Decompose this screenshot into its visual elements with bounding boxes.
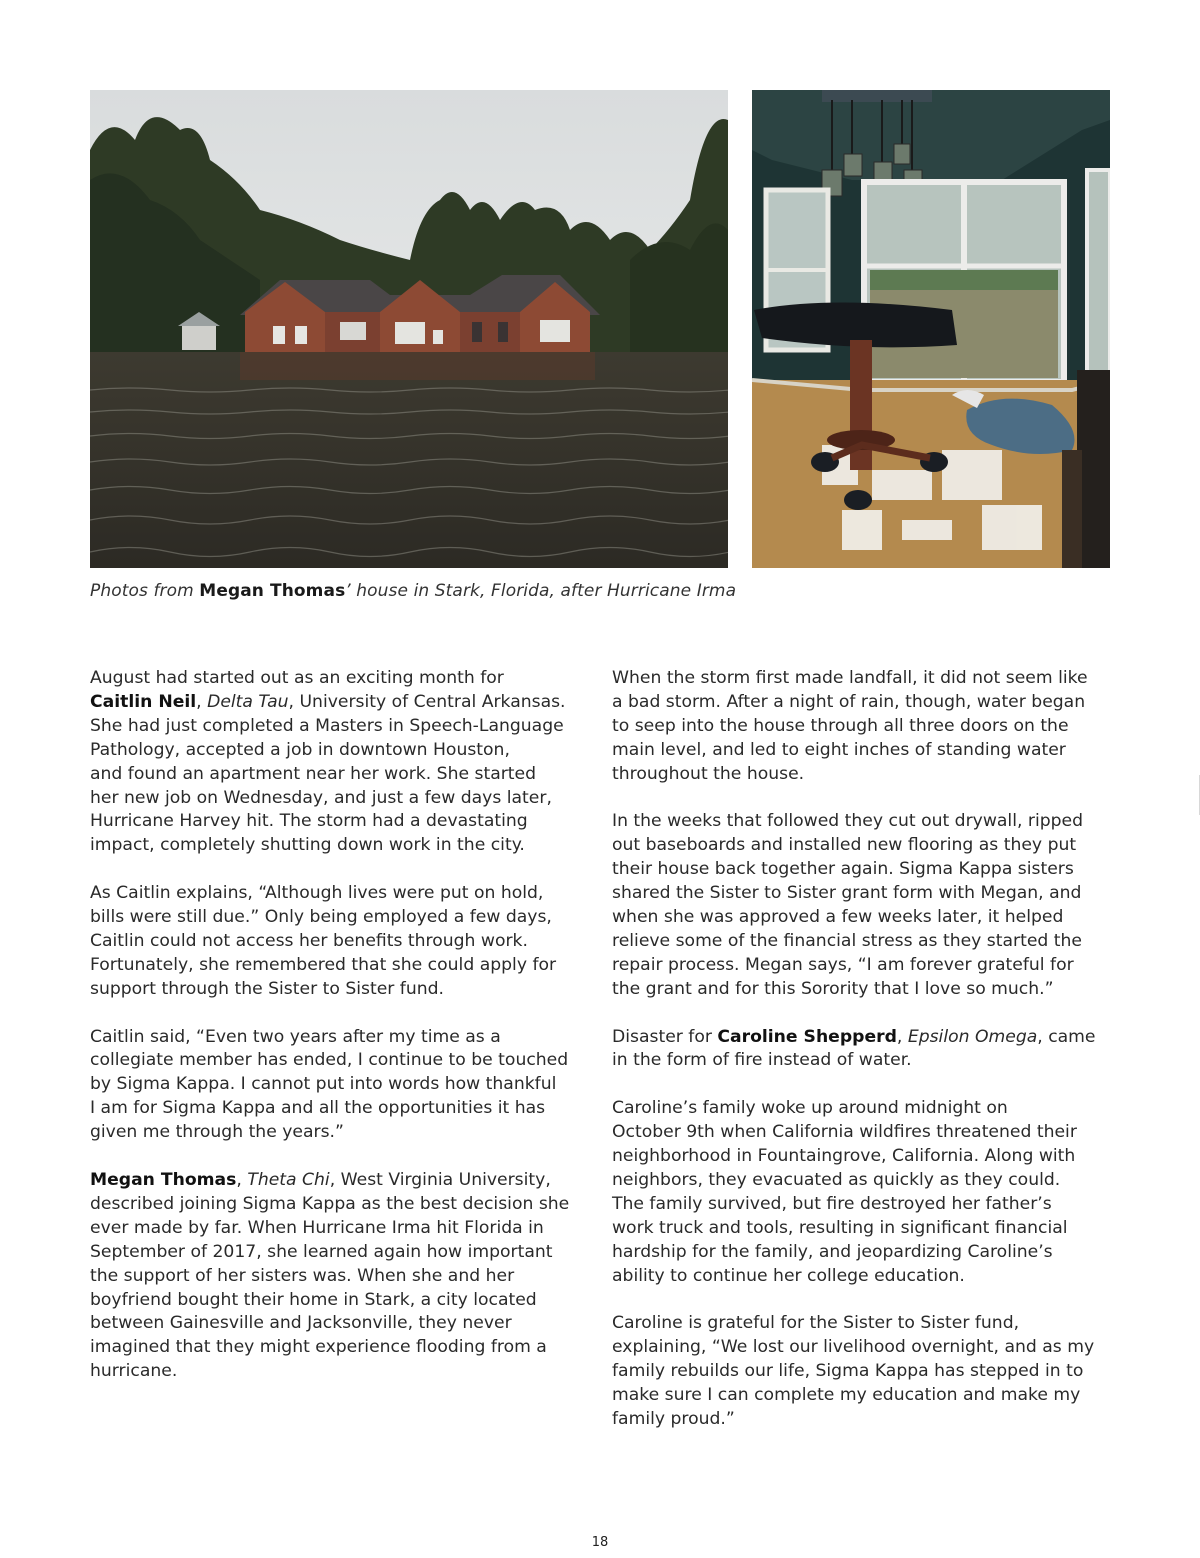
text-line: repair process. Megan says, “I am forever grateful for — [612, 954, 1074, 975]
text-line: When the storm first made landfall, it did not seem like — [612, 668, 1088, 688]
text-line: Caroline’s family woke up around midnight on — [612, 1098, 1008, 1119]
flooded-room-illustration — [752, 90, 1110, 568]
caption-name: Megan Thomas — [199, 581, 346, 601]
paragraph-storm-landfall — [612, 667, 1117, 787]
text-fragment: Disaster for — [612, 1026, 718, 1047]
text-line: Pathology, accepted a job in downtown Houston, — [90, 739, 510, 760]
text-line: imagined that they might experience flooding from a — [90, 1337, 547, 1358]
text-line: in the form of fire instead of water. — [612, 1050, 912, 1071]
text-line — [612, 1026, 1117, 1050]
text-line: The family survived, but fire destroyed her father’s — [612, 1193, 1052, 1214]
text-line: September of 2017, she learned again how important — [90, 1241, 553, 1262]
text-line: Caitlin said, “Even two years after my time as a — [90, 1026, 501, 1047]
text-line: given me through the years.” — [90, 1122, 344, 1143]
text-line: the support of her sisters was. When she and her — [90, 1265, 515, 1286]
member-name: Megan Thomas — [90, 1169, 237, 1190]
paragraph-caitlin-quote — [90, 1026, 590, 1146]
flooded-house-illustration — [90, 90, 728, 568]
text-line: Caroline is grateful for the Sister to Sister fund, — [612, 1313, 1020, 1334]
text-line: work truck and tools, resulting in significant financial — [612, 1217, 1068, 1238]
text-line: throughout the house. — [612, 763, 805, 784]
flooded-house-photo — [90, 90, 728, 568]
text-line: August had started out as an exciting month for — [90, 668, 504, 688]
paragraph-caroline-quote — [612, 1312, 1117, 1432]
right-column — [612, 667, 1117, 1456]
text-line: hurricane. — [90, 1361, 178, 1382]
flooded-room-photo — [752, 90, 1110, 568]
text-line: Caitlin could not access her benefits through work. — [90, 930, 528, 951]
photo-caption — [90, 581, 1110, 601]
text-line: explaining, “We lost our livelihood overnight, and as my — [612, 1337, 1095, 1358]
text-line: between Gainesville and Jacksonville, they never — [90, 1313, 512, 1334]
text-fragment: , University of Central Arkansas. — [288, 691, 566, 712]
chapter-name: Epsilon Omega — [907, 1026, 1038, 1047]
paragraph-repairs — [612, 810, 1117, 1001]
text-line: In the weeks that followed they cut out drywall, ripped — [612, 811, 1084, 832]
member-name: Caitlin Neil — [90, 691, 197, 712]
text-line: impact, completely shutting down work in the city. — [90, 835, 525, 856]
separator: , — [236, 1169, 248, 1190]
text-line: main level, and led to eight inches of standing water — [612, 739, 1066, 760]
text-line: ever made by far. When Hurricane Irma hit Florida in — [90, 1217, 544, 1238]
text-line: by Sigma Kappa. I cannot put into words how thankful — [90, 1074, 557, 1095]
text-line: neighbors, they evacuated as quickly as they could. — [612, 1169, 1061, 1190]
text-line: and found an apartment near her work. She started — [90, 763, 537, 784]
separator: , — [196, 691, 208, 712]
caption-prefix: Photos from — [90, 581, 200, 601]
chapter-name: Theta Chi — [247, 1169, 330, 1190]
text-line: ability to continue her college education. — [612, 1265, 965, 1286]
text-line: bills were still due.” Only being employed a few days, — [90, 907, 552, 928]
paragraph-caitlin-explains — [90, 882, 590, 1002]
separator: , — [896, 1026, 908, 1047]
text-line — [90, 691, 590, 715]
text-line: their house back together again. Sigma Kappa sisters — [612, 859, 1074, 880]
text-line: family proud.” — [612, 1409, 735, 1430]
text-line: a bad storm. After a night of rain, though, water began — [612, 691, 1086, 712]
text-line: As Caitlin explains, “Although lives were put on hold, — [90, 883, 544, 904]
text-line: I am for Sigma Kappa and all the opportunities it has — [90, 1098, 546, 1119]
text-fragment: , came — [1037, 1026, 1096, 1047]
paragraph-caroline-intro — [612, 1026, 1117, 1074]
text-line: described joining Sigma Kappa as the best decision she — [90, 1193, 570, 1214]
text-line: her new job on Wednesday, and just a few days later, — [90, 787, 552, 808]
text-fragment: , West Virginia University, — [329, 1169, 551, 1190]
text-line: neighborhood in Fountaingrove, California. Along with — [612, 1146, 1076, 1167]
text-line: shared the Sister to Sister grant form with Megan, and — [612, 883, 1082, 904]
text-line: collegiate member has ended, I continue to be touched — [90, 1050, 569, 1071]
paragraph-caitlin-intro — [90, 667, 590, 858]
text-line: make sure I can complete my education and make my — [612, 1385, 1081, 1406]
text-line: the grant and for this Sorority that I love so much.” — [612, 978, 1054, 999]
member-name: Caroline Shepperd — [717, 1026, 897, 1047]
text-line: out baseboards and installed new flooring as they put — [612, 835, 1077, 856]
text-line: relieve some of the financial stress as they started the — [612, 930, 1082, 951]
text-line: hardship for the family, and jeopardizing Caroline’s — [612, 1241, 1053, 1262]
left-column — [90, 667, 590, 1408]
chapter-name: Delta Tau — [207, 691, 289, 712]
text-line — [90, 1169, 590, 1193]
paragraph-megan-intro — [90, 1169, 590, 1384]
text-line: boyfriend bought their home in Stark, a city located — [90, 1289, 537, 1310]
caption-suffix: ’ house in Stark, Florida, after Hurricane Irma — [345, 581, 737, 601]
text-line: She had just completed a Masters in Speech-Language — [90, 715, 564, 736]
text-line: October 9th when California wildfires threatened their — [612, 1122, 1077, 1143]
text-line: to seep into the house through all three doors on the — [612, 715, 1069, 736]
text-line: support through the Sister to Sister fund. — [90, 978, 445, 999]
text-line: Hurricane Harvey hit. The storm had a devastating — [90, 811, 528, 832]
text-line: family rebuilds our life, Sigma Kappa has stepped in to — [612, 1361, 1084, 1382]
page-number: 18 — [591, 1535, 609, 1550]
text-line: when she was approved a few weeks later, it helped — [612, 907, 1064, 928]
paragraph-wildfire — [612, 1097, 1117, 1288]
text-line: Fortunately, she remembered that she could apply for — [90, 954, 557, 975]
